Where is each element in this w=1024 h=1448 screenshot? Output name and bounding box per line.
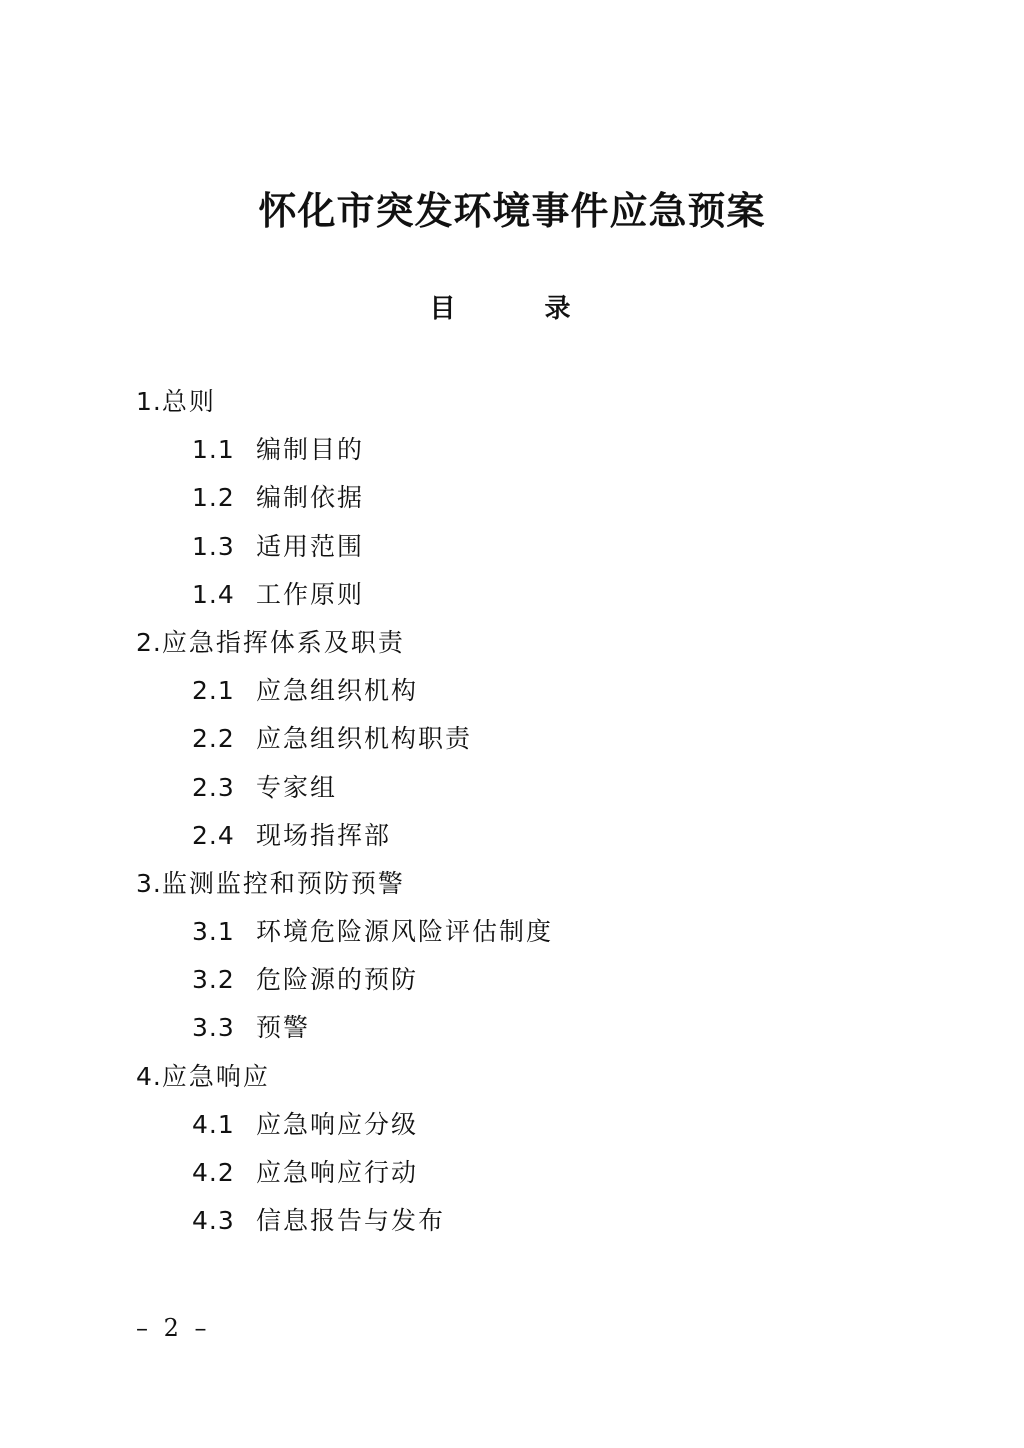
toc-chapter xyxy=(0,864,1024,912)
toc-entry-number: 3. xyxy=(136,868,162,898)
toc-entry-title: 应急指挥体系及职责 xyxy=(161,627,405,657)
toc-section xyxy=(0,816,1024,864)
toc-entry-title: 危险源的预防 xyxy=(256,965,419,995)
toc-entry-number: 4.2 xyxy=(192,1158,235,1187)
toc-entry-number: 1.3 xyxy=(192,531,235,561)
toc-section xyxy=(0,1153,1024,1201)
toc-entry-number: 2.2 xyxy=(192,724,235,754)
toc-entry-number: 2.3 xyxy=(192,772,235,802)
toc-section xyxy=(0,478,1024,526)
toc-entry-number: 2.4 xyxy=(192,820,235,850)
toc-entry-title: 适用范围 xyxy=(256,531,365,561)
toc-entry-title: 环境危险源风险评估制度 xyxy=(256,917,554,947)
toc-entry-title: 信息报告与发布 xyxy=(256,1206,446,1236)
toc-entry-title: 预警 xyxy=(256,1013,311,1043)
toc-entry-title: 总则 xyxy=(161,387,216,416)
toc-entry-number: 3.2 xyxy=(192,965,235,995)
toc-entry-title: 编制依据 xyxy=(256,483,365,513)
toc-entry-number: 2.1 xyxy=(192,676,235,706)
toc-entry-number: 3.3 xyxy=(192,1013,235,1043)
toc-entry-title: 工作原则 xyxy=(256,579,365,609)
toc-section xyxy=(0,1201,1024,1249)
toc-section xyxy=(0,527,1024,575)
toc-entry-title: 应急响应分级 xyxy=(256,1109,419,1139)
toc-entry-number: 4.3 xyxy=(192,1206,235,1236)
toc-entry-number: 3.1 xyxy=(192,917,235,947)
toc-entry-number: 1. xyxy=(136,387,162,416)
toc-entry-title: 现场指挥部 xyxy=(256,820,392,850)
table-of-contents xyxy=(0,382,1024,1249)
toc-section xyxy=(0,671,1024,719)
toc-section xyxy=(0,430,1024,478)
toc-entry-number: 1.4 xyxy=(192,579,235,609)
toc-entry-title: 应急组织机构职责 xyxy=(256,724,473,754)
toc-entry-title: 专家组 xyxy=(256,772,338,802)
toc-entry-number: 1.1 xyxy=(192,435,235,465)
toc-entry-title: 应急组织机构 xyxy=(256,676,419,706)
toc-entry-number: 4. xyxy=(136,1061,162,1091)
toc-chapter xyxy=(0,1057,1024,1105)
toc-entry-title: 应急响应 xyxy=(161,1061,270,1091)
toc-entry-number: 2. xyxy=(136,627,162,657)
toc-section xyxy=(0,575,1024,623)
toc-entry-title: 监测监控和预防预警 xyxy=(161,868,405,898)
toc-section xyxy=(0,1105,1024,1153)
toc-chapter xyxy=(0,623,1024,671)
toc-section xyxy=(0,768,1024,816)
page-number: – 2 – xyxy=(136,1314,211,1342)
toc-entry-number: 4.1 xyxy=(192,1109,235,1139)
toc-entry-title: 编制目的 xyxy=(256,435,365,465)
toc-section xyxy=(0,912,1024,960)
document-title: 怀化市突发环境事件应急预案 xyxy=(258,189,766,233)
toc-chapter xyxy=(0,382,1024,430)
toc-entry-number: 1.2 xyxy=(192,483,235,513)
toc-section xyxy=(0,960,1024,1008)
toc-section xyxy=(0,1008,1024,1056)
toc-heading: 目 录 xyxy=(429,294,611,324)
toc-entry-title: 应急响应行动 xyxy=(256,1158,419,1187)
toc-section xyxy=(0,719,1024,767)
